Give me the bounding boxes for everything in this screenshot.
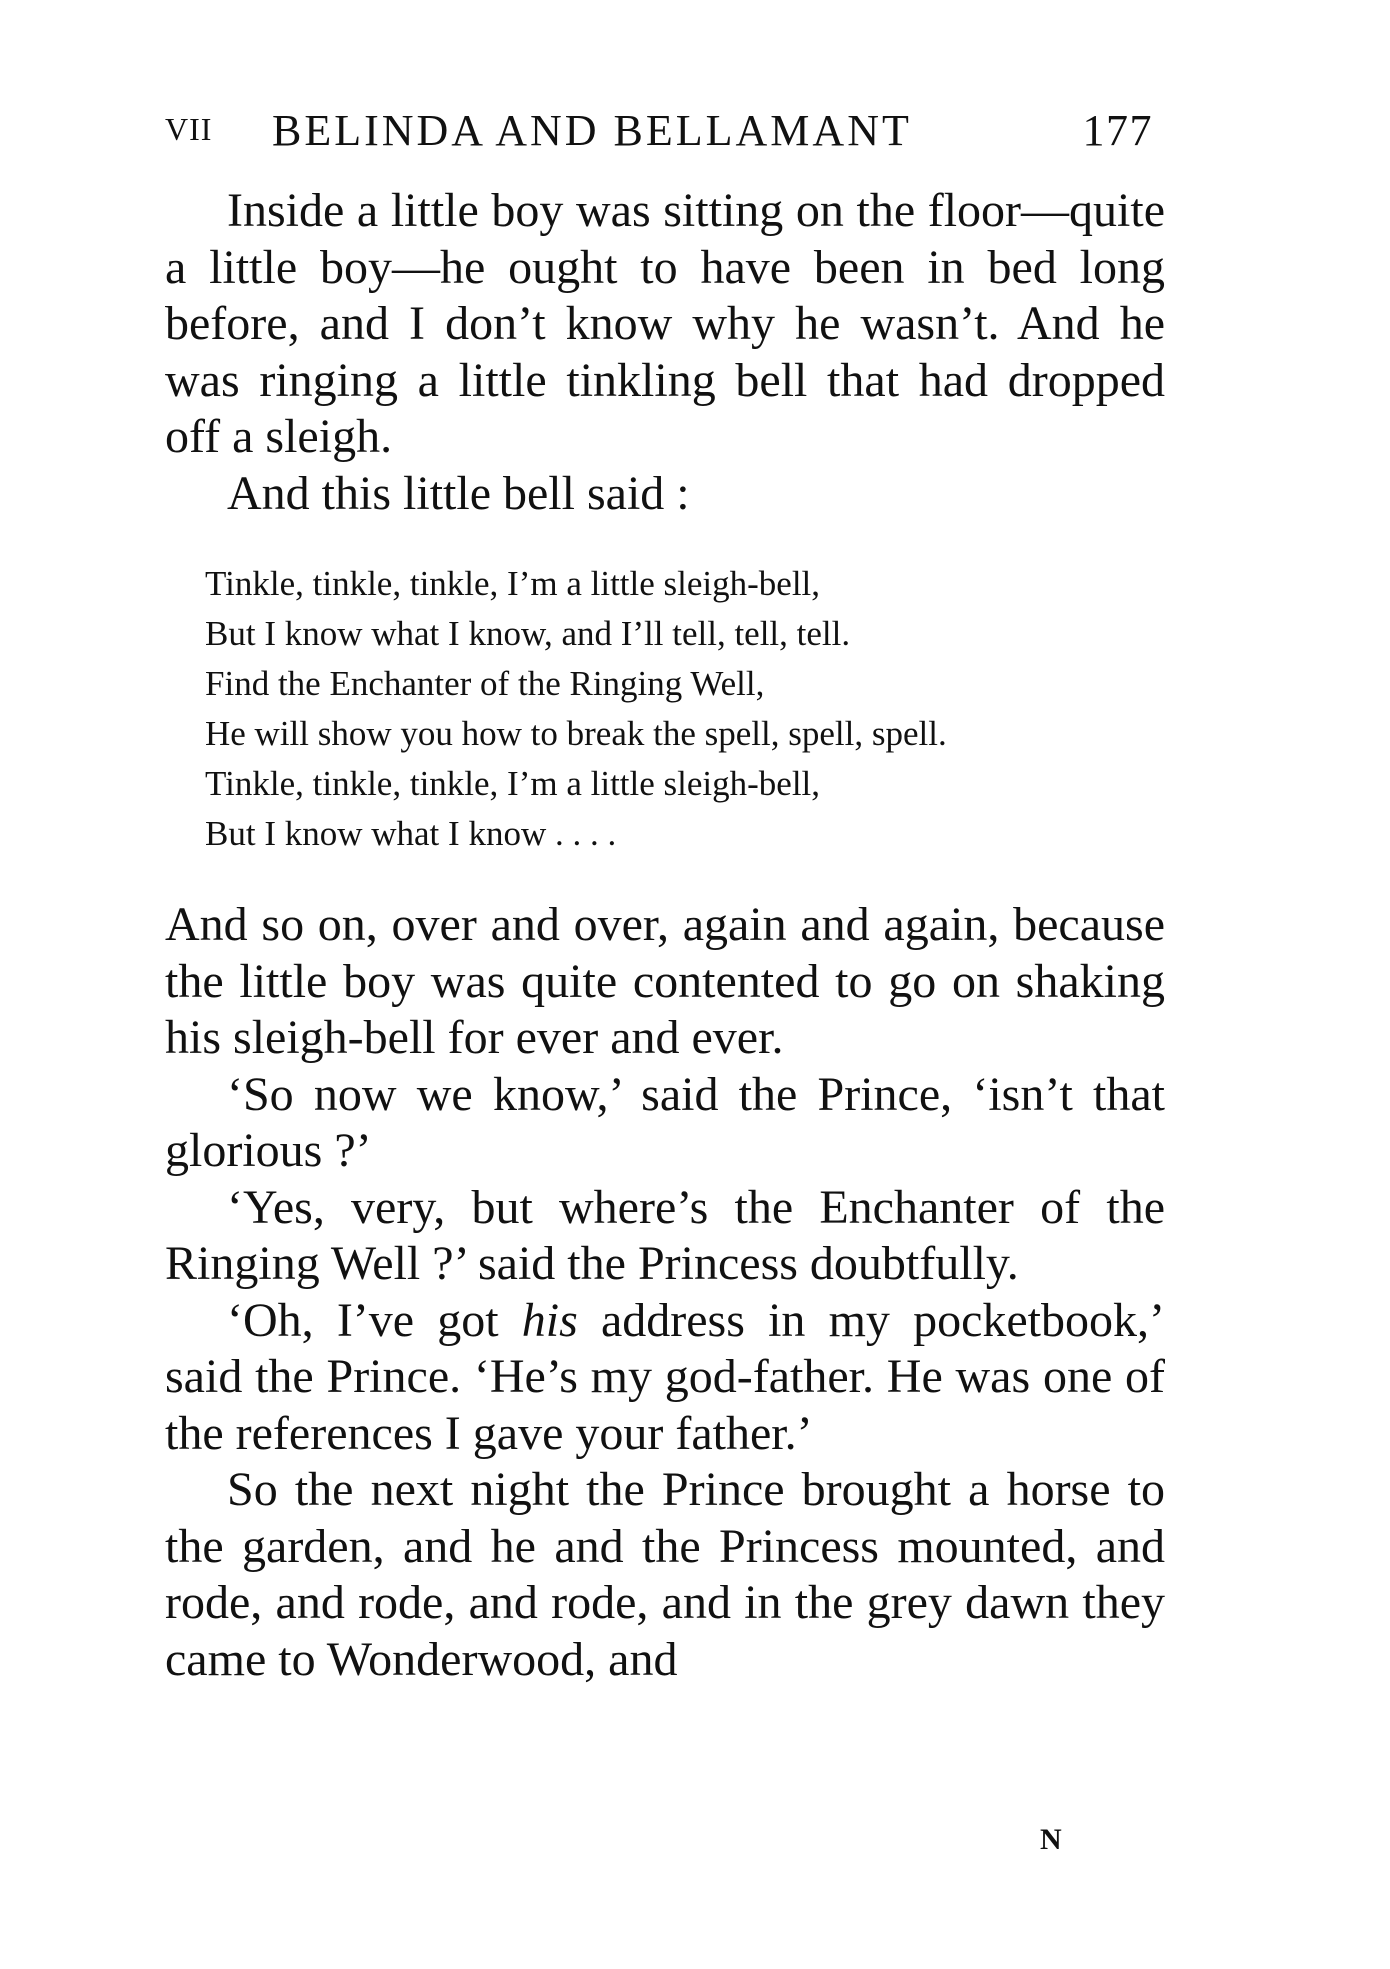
verse-line: He will show you how to break the spell, spell, spell. (205, 714, 947, 753)
running-title: BELINDA AND BELLAMANT (272, 106, 912, 155)
paragraph: And so on, over and over, again and again, because the little boy was quite contented to go on shaking his sleigh-bell for ever and ever. (165, 898, 1165, 1064)
verse-line: Tinkle, tinkle, tinkle, I’m a little sleigh-bell, (205, 564, 821, 603)
page-number: 177 (1082, 106, 1153, 155)
emphasis-text: his (521, 1293, 578, 1347)
verse-line: Tinkle, tinkle, tinkle, I’m a little sleigh-bell, (205, 764, 821, 803)
paragraph-text: ‘Oh, I’ve got (227, 1293, 522, 1347)
paragraph: And this little bell said : (227, 466, 690, 520)
running-head (165, 95, 1165, 165)
paragraph: So the next night the Prince brought a horse to the garden, and he and the Princess mounted, and rode, and rode, and rode, and in the grey dawn they came to Wonderwood, and (165, 1463, 1165, 1686)
chapter-number: VII (165, 111, 213, 147)
verse-line: But I know what I know, and I’ll tell, tell, tell. (205, 614, 851, 653)
paragraph: ‘Yes, very, but where’s the Enchanter of the Ringing Well ?’ said the Princess doubtfully. (165, 1180, 1165, 1290)
verse-line: Find the Enchanter of the Ringing Well, (205, 664, 765, 703)
paragraph-text: address in my pocketbook,’ said the Prince. ‘He’s my god-father. He was one of the references I gave your father.’ (165, 1293, 1165, 1460)
book-page (165, 95, 1165, 1688)
paragraph (165, 1293, 1165, 1463)
verse-line: But I know what I know . . . . (205, 814, 617, 853)
paragraph: Inside a little boy was sitting on the floor—quite a little boy—he ought to have been in bed long before, and I don’t know why he wasn’t. And he was ringing a little tinkling bell that had dropped off a sleigh. (165, 184, 1165, 463)
signature-mark: N (1040, 1823, 1062, 1856)
paragraph: ‘So now we know,’ said the Prince, ‘isn’t that glorious ?’ (165, 1067, 1165, 1177)
verse (205, 559, 1165, 859)
